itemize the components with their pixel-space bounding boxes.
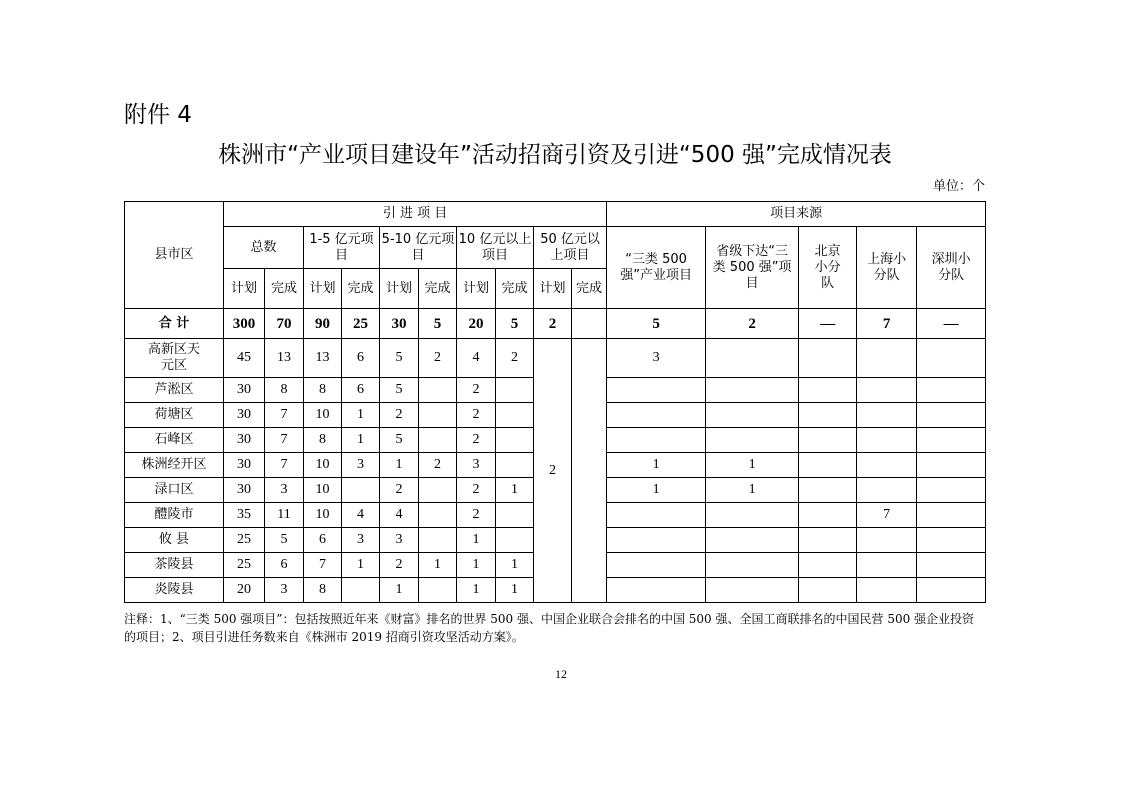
header-source-shenzhen: 深圳小分队	[917, 227, 986, 309]
statistics-table	[124, 201, 986, 603]
total-source-cell: 7	[857, 309, 917, 339]
header-source-beijing: 北京小分队	[799, 227, 857, 309]
table-cell: 5	[380, 339, 419, 378]
row-label: 芦淞区	[125, 378, 224, 403]
source-cell	[857, 528, 917, 553]
source-cell	[799, 528, 857, 553]
source-cell	[799, 478, 857, 503]
table-cell: 5	[380, 378, 419, 403]
table-cell	[342, 478, 380, 503]
source-cell: 1	[607, 478, 706, 503]
total-source-cell: 2	[706, 309, 799, 339]
total-source-cell: —	[917, 309, 986, 339]
table-cell: 2	[380, 403, 419, 428]
source-cell	[917, 403, 986, 428]
header-source-shanghai: 上海小分队	[857, 227, 917, 309]
table-cell: 1	[380, 453, 419, 478]
table-cell: 1	[457, 578, 496, 603]
table-cell: 30	[224, 428, 265, 453]
row-label: 醴陵市	[125, 503, 224, 528]
table-cell: 8	[304, 428, 342, 453]
source-cell	[917, 378, 986, 403]
header-done: 完成	[496, 269, 534, 309]
source-cell	[706, 339, 799, 378]
header-source-three-class: “三类 500 强”产业项目	[607, 227, 706, 309]
source-cell	[706, 578, 799, 603]
table-cell: 2	[496, 339, 534, 378]
table-cell	[496, 528, 534, 553]
source-cell	[857, 553, 917, 578]
source-cell	[857, 428, 917, 453]
footnote: 注释：1、“三类 500 强项目”：包括按照近年来《财富》排名的世界 500 强、中国企业联合会排名的中国 500 强、全国工商联排名的中国民营 500 强企业投资的项目；2、项目引进任务数来自《株洲市 2019 招商引资攻坚活动方案》。	[124, 612, 975, 644]
table-cell: 2	[419, 453, 457, 478]
header-done: 完成	[265, 269, 304, 309]
source-cell: 3	[607, 339, 706, 378]
source-cell	[607, 428, 706, 453]
table-cell: 8	[265, 378, 304, 403]
total-cell: 70	[265, 309, 304, 339]
total-row	[125, 309, 986, 339]
table-cell: 1	[496, 578, 534, 603]
total-cell: 5	[496, 309, 534, 339]
table-cell: 2	[457, 403, 496, 428]
source-cell	[607, 403, 706, 428]
source-cell	[857, 403, 917, 428]
source-cell: 1	[607, 453, 706, 478]
header-group-1-5: 1-5 亿元项目	[304, 227, 380, 269]
source-cell	[857, 378, 917, 403]
table-cell: 30	[224, 478, 265, 503]
table-cell: 2	[380, 478, 419, 503]
total-cell: 90	[304, 309, 342, 339]
table-cell: 25	[224, 528, 265, 553]
table-cell: 1	[457, 553, 496, 578]
table-cell: 2	[457, 378, 496, 403]
table-cell: 1	[342, 428, 380, 453]
table-cell: 2	[457, 503, 496, 528]
table-cell: 7	[265, 403, 304, 428]
header-done: 完成	[419, 269, 457, 309]
table-cell: 30	[224, 453, 265, 478]
row-label: 高新区天元区	[125, 339, 224, 378]
table-cell	[496, 378, 534, 403]
source-cell	[706, 528, 799, 553]
table-cell: 1	[342, 553, 380, 578]
table-cell: 2	[419, 339, 457, 378]
table-cell: 3	[265, 578, 304, 603]
source-cell	[917, 528, 986, 553]
table-cell	[496, 503, 534, 528]
header-group-10plus: 10 亿元以上项目	[457, 227, 534, 269]
table-cell: 10	[304, 453, 342, 478]
table-cell: 5	[265, 528, 304, 553]
table-cell: 1	[496, 553, 534, 578]
header-source: 项目来源	[607, 202, 986, 227]
merged-50-plan-cell: 2	[534, 339, 572, 603]
table-cell: 3	[342, 453, 380, 478]
total-label: 合 计	[125, 309, 224, 339]
table-cell	[496, 403, 534, 428]
source-cell: 1	[706, 453, 799, 478]
table-cell: 1	[419, 553, 457, 578]
source-cell	[799, 428, 857, 453]
table-cell: 35	[224, 503, 265, 528]
table-cell: 8	[304, 578, 342, 603]
source-cell	[857, 339, 917, 378]
table-cell	[419, 503, 457, 528]
source-cell	[607, 553, 706, 578]
table-cell: 3	[457, 453, 496, 478]
table-cell: 4	[457, 339, 496, 378]
source-cell	[917, 428, 986, 453]
total-cell	[572, 309, 607, 339]
table-cell	[419, 403, 457, 428]
table-cell: 4	[342, 503, 380, 528]
table-cell: 6	[265, 553, 304, 578]
header-done: 完成	[572, 269, 607, 309]
table-cell: 3	[265, 478, 304, 503]
source-cell	[607, 578, 706, 603]
row-label: 茶陵县	[125, 553, 224, 578]
table-cell: 3	[380, 528, 419, 553]
source-cell	[706, 403, 799, 428]
page-title: 株洲市“产业项目建设年”活动招商引资及引进“500 强”完成情况表	[218, 142, 892, 168]
table-cell: 10	[304, 403, 342, 428]
total-cell: 20	[457, 309, 496, 339]
source-cell	[917, 578, 986, 603]
source-cell	[857, 578, 917, 603]
total-source-cell: 5	[607, 309, 706, 339]
table-cell: 1	[342, 403, 380, 428]
header-region: 县市区	[125, 202, 224, 309]
source-cell	[857, 478, 917, 503]
source-cell	[917, 478, 986, 503]
table-cell: 1	[380, 578, 419, 603]
row-label: 株洲经开区	[125, 453, 224, 478]
row-label: 炎陵县	[125, 578, 224, 603]
attachment-label: 附件 4	[124, 102, 192, 128]
table-cell: 3	[342, 528, 380, 553]
table-cell	[496, 428, 534, 453]
row-label: 荷塘区	[125, 403, 224, 428]
total-cell: 25	[342, 309, 380, 339]
table-cell: 13	[304, 339, 342, 378]
table-cell: 7	[304, 553, 342, 578]
table-cell: 6	[304, 528, 342, 553]
header-plan: 计划	[457, 269, 496, 309]
source-cell	[917, 553, 986, 578]
total-cell: 5	[419, 309, 457, 339]
table-cell: 6	[342, 378, 380, 403]
table-cell	[342, 578, 380, 603]
unit-label: 单位：个	[932, 179, 985, 194]
merged-50-done-cell	[572, 339, 607, 603]
table-cell: 10	[304, 503, 342, 528]
total-cell: 30	[380, 309, 419, 339]
table-cell: 7	[265, 428, 304, 453]
table-cell: 1	[457, 528, 496, 553]
header-source-provincial: 省级下达“三类 500 强”项目	[706, 227, 799, 309]
row-label: 石峰区	[125, 428, 224, 453]
header-group-50plus: 50 亿元以上项目	[534, 227, 607, 269]
source-cell	[607, 528, 706, 553]
table-cell: 2	[457, 478, 496, 503]
table-cell: 8	[304, 378, 342, 403]
table-cell	[419, 578, 457, 603]
table-cell: 10	[304, 478, 342, 503]
header-total: 总数	[224, 227, 304, 269]
total-cell: 2	[534, 309, 572, 339]
source-cell	[799, 453, 857, 478]
source-cell	[799, 503, 857, 528]
header-done: 完成	[342, 269, 380, 309]
header-introduced: 引 进 项 目	[224, 202, 607, 227]
source-cell	[799, 378, 857, 403]
source-cell	[917, 503, 986, 528]
row-label: 攸 县	[125, 528, 224, 553]
table-cell: 25	[224, 553, 265, 578]
table-cell: 5	[380, 428, 419, 453]
source-cell	[857, 453, 917, 478]
table-cell	[419, 528, 457, 553]
source-cell	[799, 339, 857, 378]
table-row	[125, 339, 986, 378]
source-cell	[799, 553, 857, 578]
source-cell: 1	[706, 478, 799, 503]
table-cell	[419, 478, 457, 503]
row-label: 渌口区	[125, 478, 224, 503]
source-cell: 7	[857, 503, 917, 528]
source-cell	[706, 553, 799, 578]
table-cell	[419, 378, 457, 403]
source-cell	[706, 378, 799, 403]
source-cell	[799, 403, 857, 428]
source-cell	[607, 378, 706, 403]
table-cell: 4	[380, 503, 419, 528]
source-cell	[706, 503, 799, 528]
header-plan: 计划	[380, 269, 419, 309]
table-cell: 7	[265, 453, 304, 478]
source-cell	[607, 503, 706, 528]
source-cell	[917, 453, 986, 478]
total-source-cell: —	[799, 309, 857, 339]
page-number: 12	[555, 667, 567, 681]
table-cell: 6	[342, 339, 380, 378]
table-cell: 30	[224, 403, 265, 428]
table-cell: 1	[496, 478, 534, 503]
table-cell: 2	[457, 428, 496, 453]
table-cell	[496, 453, 534, 478]
header-plan: 计划	[534, 269, 572, 309]
table-cell: 45	[224, 339, 265, 378]
header-group-5-10: 5-10 亿元项目	[380, 227, 457, 269]
header-plan: 计划	[304, 269, 342, 309]
header-plan: 计划	[224, 269, 265, 309]
table-cell: 30	[224, 378, 265, 403]
table-cell	[419, 428, 457, 453]
source-cell	[917, 339, 986, 378]
table-cell: 20	[224, 578, 265, 603]
source-cell	[706, 428, 799, 453]
total-cell: 300	[224, 309, 265, 339]
table-cell: 13	[265, 339, 304, 378]
source-cell	[799, 578, 857, 603]
table-cell: 11	[265, 503, 304, 528]
table-cell: 2	[380, 553, 419, 578]
